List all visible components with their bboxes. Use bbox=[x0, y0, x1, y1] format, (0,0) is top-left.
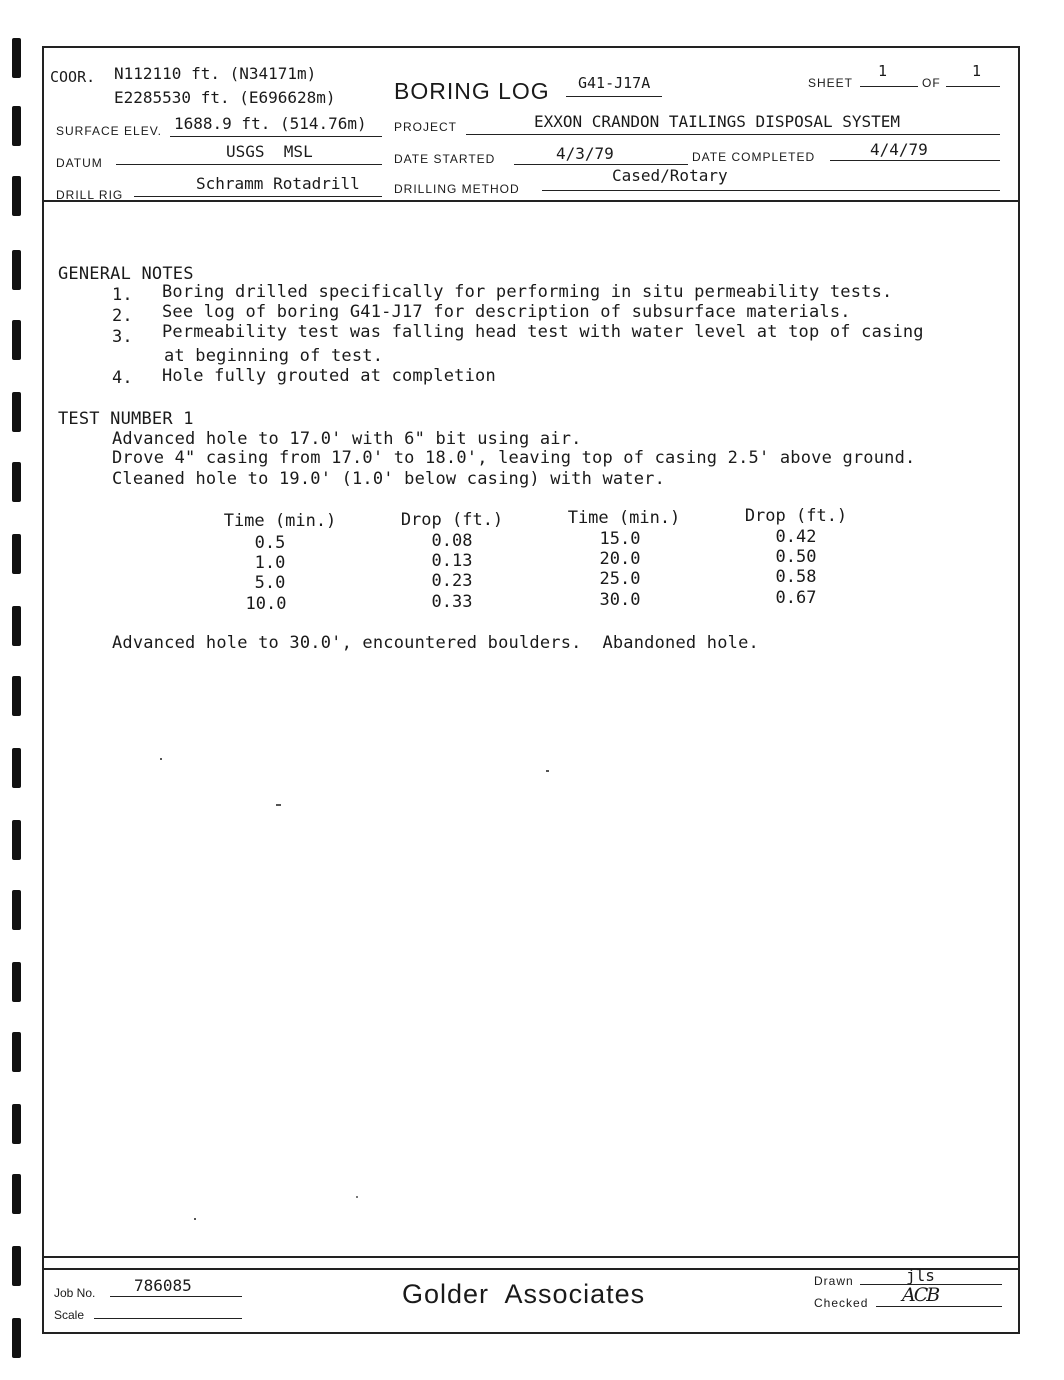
table-cell: 0.08 bbox=[431, 531, 473, 551]
coor-east: E2285530 ft. (E696628m) bbox=[114, 88, 336, 107]
date-completed-label: DATE COMPLETED bbox=[692, 150, 816, 164]
surface-elev-value: 1688.9 ft. (514.76m) bbox=[174, 114, 367, 133]
table-cell: 0.42 bbox=[775, 527, 817, 547]
coor-north: N112110 ft. (N34171m) bbox=[114, 64, 317, 83]
scan-speck bbox=[194, 1218, 196, 1220]
footer-divider-bottom bbox=[42, 1268, 1020, 1270]
note-4-number: 4. bbox=[112, 368, 133, 388]
note-3-text-line-2: at beginning of test. bbox=[164, 346, 384, 366]
boring-id: G41-J17A bbox=[578, 74, 651, 92]
column-header: Drop (ft.) bbox=[744, 506, 848, 526]
column-header: Time (min.) bbox=[223, 511, 337, 531]
scan-speck bbox=[356, 1196, 358, 1198]
surface-elev-label: SURFACE ELEV. bbox=[56, 124, 162, 138]
test-line-3: Cleaned hole to 19.0' (1.0' below casing) with water. bbox=[112, 469, 666, 489]
job-number-label: Job No. bbox=[54, 1286, 96, 1300]
drilling-method-label: DRILLING METHOD bbox=[394, 182, 520, 196]
note-4-text: Hole fully grouted at completion bbox=[162, 366, 496, 386]
scan-speck bbox=[276, 804, 281, 806]
note-3-number: 3. bbox=[112, 327, 133, 347]
table-cell: 5.0 bbox=[254, 573, 286, 593]
note-3-text-line-1: Permeability test was falling head test with water level at top of casing bbox=[162, 322, 924, 342]
date-completed-value: 4/4/79 bbox=[870, 140, 928, 159]
test-heading: TEST NUMBER 1 bbox=[58, 409, 194, 429]
column-header: Drop (ft.) bbox=[400, 510, 504, 530]
table-cell: 0.67 bbox=[775, 588, 817, 608]
scan-speck bbox=[160, 758, 162, 760]
project-value: EXXON CRANDON TAILINGS DISPOSAL SYSTEM bbox=[534, 112, 901, 131]
document-frame bbox=[42, 46, 1020, 1334]
table-cell: 1.0 bbox=[254, 553, 286, 573]
sheet-total: 1 bbox=[972, 62, 982, 80]
general-notes-heading: GENERAL NOTES bbox=[58, 264, 194, 284]
table-cell: 10.0 bbox=[245, 594, 287, 614]
table-cell: 0.58 bbox=[775, 567, 817, 587]
checked-label: Checked bbox=[814, 1296, 869, 1310]
of-label: OF bbox=[922, 76, 941, 90]
drawn-initials: jls bbox=[906, 1266, 935, 1285]
test-line-1: Advanced hole to 17.0' with 6" bit using air. bbox=[112, 429, 582, 449]
drawn-label: Drawn bbox=[814, 1274, 854, 1288]
document-title: BORING LOG bbox=[394, 78, 550, 104]
job-number-value: 786085 bbox=[134, 1276, 192, 1295]
column-header: Time (min.) bbox=[567, 508, 681, 528]
table-cell: 0.13 bbox=[431, 551, 473, 571]
footer-divider-top bbox=[42, 1256, 1020, 1258]
table-cell: 25.0 bbox=[599, 569, 641, 589]
date-started-label: DATE STARTED bbox=[394, 152, 496, 166]
table-cell: 15.0 bbox=[599, 529, 641, 549]
date-started-value: 4/3/79 bbox=[556, 144, 614, 163]
company-name: Golder Associates bbox=[402, 1279, 646, 1309]
header-divider bbox=[42, 200, 1020, 202]
table-cell: 20.0 bbox=[599, 549, 641, 569]
drill-rig-value: Schramm Rotadrill bbox=[196, 174, 360, 193]
drilling-method-value: Cased/Rotary bbox=[612, 166, 728, 185]
test-closing-line: Advanced hole to 30.0', encountered boulders. Abandoned hole. bbox=[112, 633, 759, 653]
project-label: PROJECT bbox=[394, 120, 458, 134]
sheet-number: 1 bbox=[878, 62, 888, 80]
note-2-number: 2. bbox=[112, 306, 133, 326]
table-cell: 0.5 bbox=[254, 533, 286, 553]
note-2-text: See log of boring G41-J17 for description of subsurface materials. bbox=[162, 302, 851, 322]
checked-initials: ACB bbox=[902, 1284, 939, 1306]
test-line-2: Drove 4" casing from 17.0' to 18.0', leaving top of casing 2.5' above ground. bbox=[112, 448, 916, 468]
coor-label: COOR. bbox=[50, 68, 96, 86]
note-1-text: Boring drilled specifically for performing in situ permeability tests. bbox=[162, 282, 893, 302]
scale-label: Scale bbox=[54, 1308, 85, 1322]
table-cell: 0.23 bbox=[431, 571, 473, 591]
table-cell: 30.0 bbox=[599, 590, 641, 610]
drill-rig-label: DRILL RIG bbox=[56, 188, 124, 202]
table-cell: 0.33 bbox=[431, 592, 473, 612]
sheet-label: SHEET bbox=[808, 76, 854, 90]
datum-value: USGS MSL bbox=[226, 142, 313, 161]
table-cell: 0.50 bbox=[775, 547, 817, 567]
datum-label: DATUM bbox=[56, 156, 103, 170]
note-1-number: 1. bbox=[112, 285, 133, 305]
scan-speck bbox=[546, 770, 549, 772]
